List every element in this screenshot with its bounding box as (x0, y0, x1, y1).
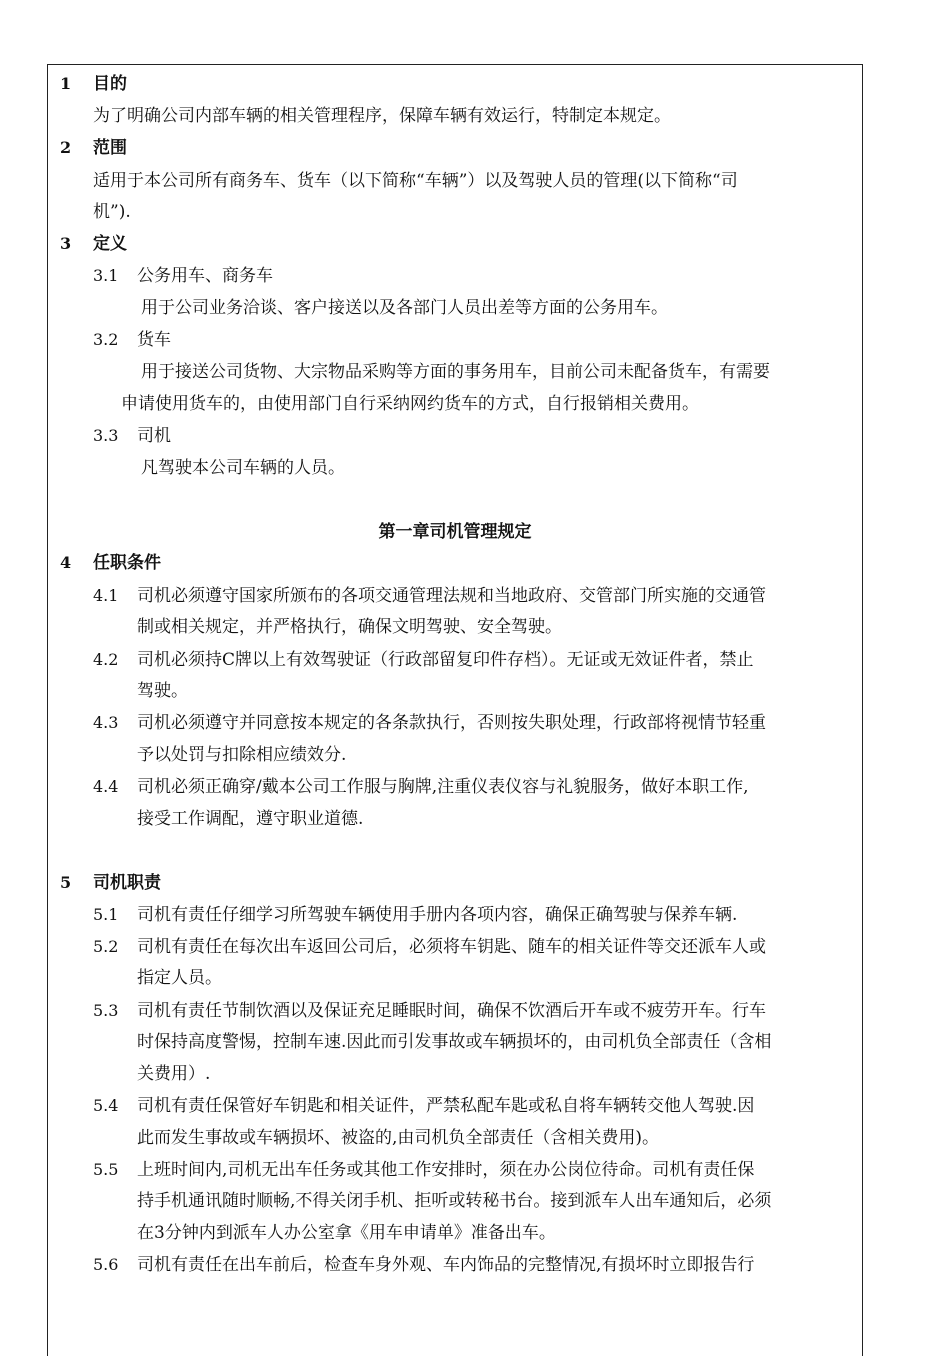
item-number: 4.3 (93, 713, 119, 732)
item-title: 货车 (137, 330, 171, 350)
item-number: 3.3 (93, 426, 119, 445)
paragraph-line: 接受工作调配，遵守职业道德. (137, 809, 364, 829)
paragraph-line: 司机必须持C牌以上有效驾驶证（行政部留复印件存档）。无证或无效证件者，禁止 (137, 650, 754, 670)
chapter-title: 第一章司机管理规定 (378, 522, 532, 542)
paragraph-line: 上班时间内,司机无出车任务或其他工作安排时，须在办公岗位待命。司机有责任保 (137, 1160, 755, 1180)
paragraph-line: 此而发生事故或车辆损坏、被盗的,由司机负全部责任（含相关费用)。 (137, 1128, 660, 1148)
item-number: 3.2 (93, 330, 119, 349)
paragraph-line: 用于接送公司货物、大宗物品采购等方面的事务用车，目前公司未配备货车，有需要 (141, 362, 770, 382)
item-number: 5.1 (93, 905, 119, 924)
paragraph-line: 时保持高度警惕，控制车速.因此而引发事故或车辆损坏的，由司机负全部责任（含相 (137, 1032, 772, 1052)
item-number: 4.2 (93, 650, 119, 669)
paragraph-line: 制或相关规定，并严格执行，确保文明驾驶、安全驾驶。 (137, 617, 562, 637)
paragraph-line: 驾驶。 (137, 681, 188, 701)
paragraph-line: 凡驾驶本公司车辆的人员。 (141, 458, 345, 478)
section-number: 4 (60, 553, 72, 572)
paragraph-line: 司机必须正确穿/戴本公司工作服与胸牌,注重仪表仪容与礼貌服务，做好本职工作, (137, 777, 749, 797)
item-number: 5.4 (93, 1096, 119, 1115)
item-title: 司机 (137, 426, 171, 446)
paragraph-line: 关费用）. (137, 1064, 211, 1084)
paragraph-line: 机”). (93, 202, 131, 222)
item-number: 3.1 (93, 266, 119, 285)
item-title: 公务用车、商务车 (137, 266, 273, 286)
paragraph-line: 司机有责任保管好车钥匙和相关证件，严禁私配车匙或私自将车辆转交他人驾驶.因 (137, 1096, 755, 1116)
paragraph-line: 司机必须遵守国家所颁布的各项交通管理法规和当地政府、交管部门所实施的交通管 (137, 586, 766, 606)
section-number: 2 (60, 138, 72, 157)
section-number: 1 (60, 74, 72, 93)
paragraph-line: 持手机通讯随时顺畅,不得关闭手机、拒听或转秘书台。接到派车人出车通知后，必须 (137, 1191, 772, 1211)
paragraph: 为了明确公司内部车辆的相关管理程序，保障车辆有效运行，特制定本规定。 (93, 106, 671, 126)
paragraph-line: 申请使用货车的，由使用部门自行采纳网约货车的方式，自行报销相关费用。 (121, 394, 699, 414)
paragraph-line: 在3分钟内到派车人办公室拿《用车申请单》准备出车。 (137, 1223, 556, 1243)
paragraph-line: 指定人员。 (137, 968, 222, 988)
section-title: 范围 (93, 138, 127, 158)
paragraph-line: 司机必须遵守并同意按本规定的各条款执行，否则按失职处理，行政部将视情节轻重 (137, 713, 766, 733)
section-number: 3 (60, 234, 72, 253)
section-number: 5 (60, 873, 72, 892)
item-number: 4.1 (93, 586, 119, 605)
paragraph-line: 司机有责任在每次出车返回公司后，必须将车钥匙、随车的相关证件等交还派车人或 (137, 937, 766, 957)
section-title: 定义 (93, 234, 127, 254)
paragraph-line: 司机有责任在出车前后，检查车身外观、车内饰品的完整情况,有损坏时立即报告行 (137, 1255, 755, 1275)
section-title: 司机职责 (93, 873, 161, 893)
item-number: 5.3 (93, 1001, 119, 1020)
paragraph-line: 用于公司业务洽谈、客户接送以及各部门人员出差等方面的公务用车。 (141, 298, 668, 318)
item-number: 5.6 (93, 1255, 119, 1274)
item-number: 5.5 (93, 1160, 119, 1179)
paragraph-line: 予以处罚与扣除相应绩效分. (137, 745, 347, 765)
section-title: 任职条件 (93, 553, 161, 573)
section-title: 目的 (93, 74, 127, 94)
paragraph-line: 适用于本公司所有商务车、货车（以下简称“车辆”）以及驾驶人员的管理(以下简称“司 (93, 171, 738, 191)
item-number: 5.2 (93, 937, 119, 956)
paragraph-line: 司机有责任仔细学习所驾驶车辆使用手册内各项内容，确保正确驾驶与保养车辆. (137, 905, 738, 925)
item-number: 4.4 (93, 777, 119, 796)
paragraph-line: 司机有责任节制饮酒以及保证充足睡眠时间，确保不饮酒后开车或不疲劳开车。行车 (137, 1001, 766, 1021)
